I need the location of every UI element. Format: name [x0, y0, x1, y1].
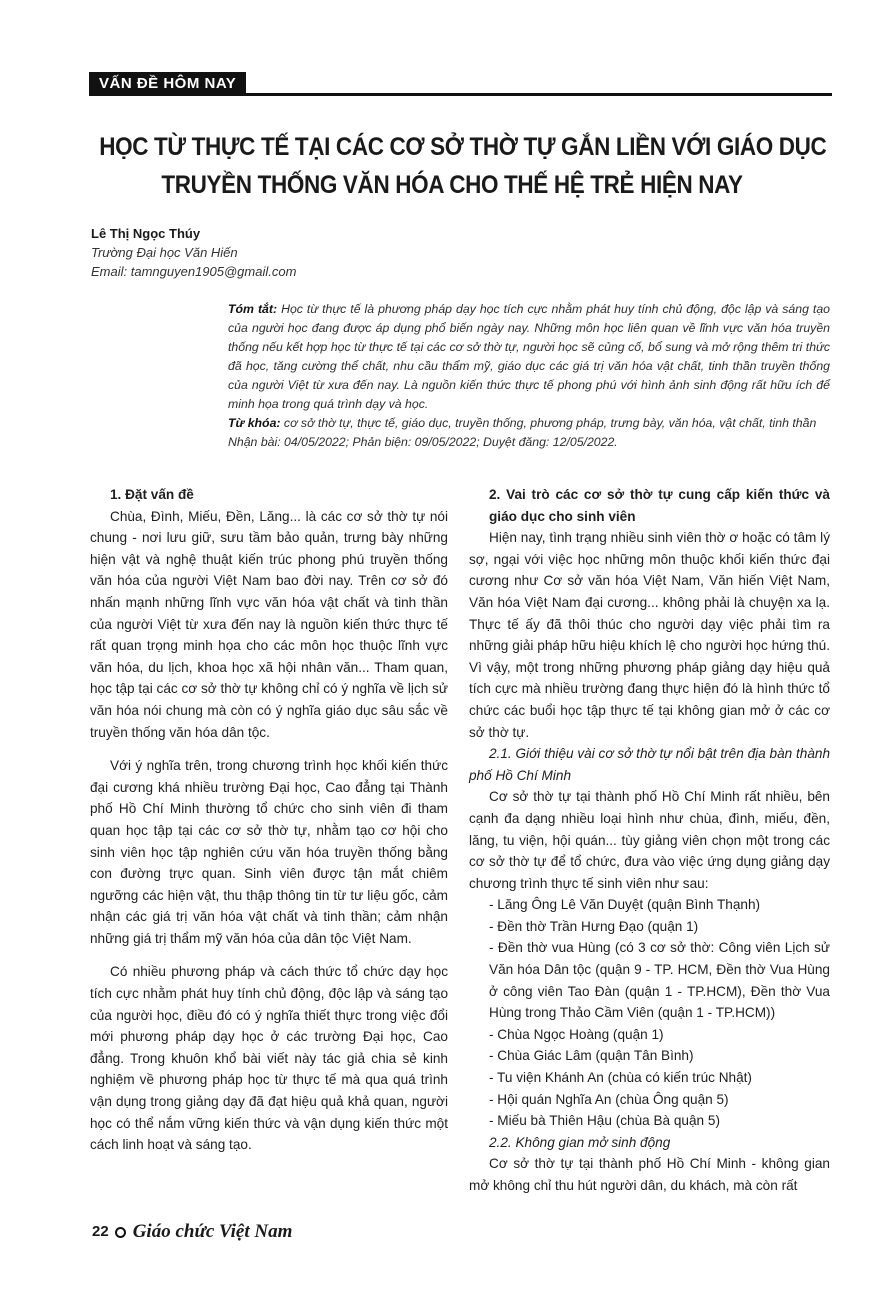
abstract-text: Học từ thực tế là phương pháp dạy học tích cực nhằm phát huy tính chủ động, độc lập và sáng tạo của người học đang được áp dụng phổ biến ngày nay. Những môn học liên quan về lĩnh vực văn hóa truyền thống nếu kết hợp học từ thực tế tại các cơ sở thờ tự, người học sẽ củng cố, bổ sung và mở rộng thêm tri thức đã học, tăng cường thể chất, nhu cầu thẩm mỹ, giáo dục các giá trị văn hóa vật chất, tinh thần truyền thống của người Việt từ xưa đến nay. Là nguồn kiến thức thực tế phong phú với hình ảnh sinh động rất hữu ích để minh họa trong quá trình dạy và học. [228, 302, 830, 411]
author-email: Email: tamnguyen1905@gmail.com [91, 264, 297, 279]
bullet-circle-icon [115, 1227, 126, 1238]
right-paragraph-2: Cơ sở thờ tự tại thành phố Hồ Chí Minh rất nhiều, bên cạnh đa dạng nhiều loại hình như chùa, đình, miếu, đền, lăng, tu viện, hội quán... tùy giảng viên chọn một trong các cơ sở thờ tự để tổ chức, đưa vào việc ứng dụng giảng dạy chương trình thực tế sinh viên như sau: [469, 789, 830, 891]
list-item: - Hội quán Nghĩa An (chùa Ông quận 5) [489, 1091, 729, 1107]
right-paragraph-1: Hiện nay, tình trạng nhiều sinh viên thờ ơ hoặc có tâm lý sợ, ngại với việc học những môn thuộc khối kiến thức đại cương như Cơ sở văn hóa Việt Nam, Văn hiến Việt Nam, Văn hóa Việt Nam đại cương... không phải là chuyện xa lạ. Thực tế ấy đã thôi thúc cho người dạy việc phải tìm ra những giải pháp hữu hiệu khích lệ cho người học hứng thú. Vì vậy, một trong những phương pháp giảng dạy hiệu quả tích cực mà nhiều trường đang thực hiện đó là hình thức tổ chức các buổi học tập thực tế tại không gian mở ở các cơ sở thờ tự. [469, 530, 830, 740]
keywords-label: Từ khóa: [228, 416, 281, 430]
abstract [228, 300, 830, 452]
list-item: - Miếu bà Thiên Hậu (chùa Bà quận 5) [489, 1113, 720, 1129]
left-paragraph-2: Với ý nghĩa trên, trong chương trình học khối kiến thức đại cương khá nhiều trường Đại học, Cao đẳng tại Thành phố Hồ Chí Minh thường tổ chức cho sinh viên đi tham quan học tập tại các cơ sở thờ tự, nhằm tạo cơ hội cho sinh viên học tập nghiên cứu văn hóa truyền thống bằng con đường trực quan. Sinh viên được tận mắt chiêm ngưỡng các hiện vật, thu thập thông tin từ tư liệu gốc, cảm nhận các giá trị văn hóa vật chất và tinh thần; cảm nhận những giá trị thẩm mỹ văn hóa của dân tộc Việt Nam. [90, 758, 448, 946]
list-item: - Tu viện Khánh An (chùa có kiến trúc Nhật) [489, 1070, 752, 1086]
subsection-2-2-heading: 2.2. Không gian mở sinh động [489, 1134, 671, 1150]
keywords-text: cơ sở thờ tự, thực tế, giáo dục, truyền thống, phương pháp, trưng bày, văn hóa, vật chất, tinh thần [280, 416, 817, 430]
page-number: 22 [92, 1223, 109, 1240]
page-footer [92, 1220, 292, 1244]
title-line-1: HỌC TỪ THỰC TẾ TẠI CÁC CƠ SỞ THỜ TỰ GẮN LIỀN VỚI GIÁO DỤC [99, 133, 827, 161]
list-item: - Đền thờ vua Hùng (có 3 cơ sở thờ: Công viên Lịch sử Văn hóa Dân tộc (quận 9 - TP. HCM, Đền thờ Vua Hùng ở công viên Tao Đàn (quận 1 - TP.HCM), Đền thờ Vua Hùng trong Thảo Cầm Viên (quận 1 - TP.HCM)) [489, 940, 830, 1021]
article-title [99, 128, 827, 204]
list-item: - Đền thờ Trần Hưng Đạo (quận 1) [489, 918, 699, 934]
left-column [90, 484, 448, 1156]
magazine-name: Giáo chức Việt Nam [132, 1221, 293, 1242]
right-column [469, 484, 830, 1197]
list-item: - Chùa Giác Lâm (quận Tân Bình) [489, 1048, 694, 1064]
abstract-paragraph [228, 300, 830, 414]
subsection-2-1-heading: 2.1. Giới thiệu vài cơ sở thờ tự nổi bật trên địa bàn thành phố Hồ Chí Minh [469, 746, 830, 783]
left-paragraph-3: Có nhiều phương pháp và cách thức tổ chức dạy học tích cực nhằm phát huy tính chủ động, độc lập và sáng tạo của người học, điều đó có ý nghĩa thiết thực trong việc đổi mới phương pháp dạy học ở các trường Đại học, Cao đẳng. Trong khuôn khổ bài viết này tác giả chia sẻ kinh nghiệm về phương pháp học từ thực tế mà qua quá trình vận dụng trong giảng dạy đã đạt hiệu quả khả quan, người học có thể nắm vững kiến thức và vận dụng kiến thức một cách linh hoạt và sáng tạo. [90, 964, 448, 1153]
submission-dates: Nhận bài: 04/05/2022; Phản biện: 09/05/2022; Duyệt đăng: 12/05/2022. [228, 435, 618, 449]
author-affiliation: Trường Đại học Văn Hiến [91, 245, 238, 260]
right-paragraph-3: Cơ sở thờ tự tại thành phố Hồ Chí Minh - không gian mở không chỉ thu hút người dân, du khách, mà còn rất [469, 1156, 830, 1193]
list-item: - Chùa Ngọc Hoàng (quận 1) [489, 1026, 664, 1042]
list-item: - Lăng Ông Lê Văn Duyệt (quận Bình Thạnh) [489, 897, 761, 913]
abstract-label: Tóm tắt: [228, 302, 278, 316]
section-divider [89, 93, 832, 96]
section-2-heading: 2. Vai trò các cơ sở thờ tự cung cấp kiến thức và giáo dục cho sinh viên [489, 487, 830, 524]
section-1-heading: 1. Đặt vấn đề [110, 487, 194, 502]
author-block [91, 224, 296, 281]
left-paragraph-1: Chùa, Đình, Miếu, Đền, Lăng... là các cơ sở thờ tự nói chung - nơi lưu giữ, sưu tầm bảo quản, trưng bày những hiện vật và nghệ thuật kiến trúc phong phú truyền thống văn hóa của người Việt Nam bao đời nay. Trên cơ sở đó nhấn mạnh những lĩnh vực văn hóa vật chất và tinh thần của người Việt từ xưa đến nay là nguồn kiến thức thực tế rất quan trọng minh họa cho các môn học thuộc lĩnh vực văn hóa, du lịch, khoa học xã hội nhân văn... Tham quan, học tập tại các cơ sở thờ tự không chỉ có ý nghĩa về lịch sử văn hóa nói chung mà còn có ý nghĩa giáo dục sâu sắc về truyền thống văn hóa dân tộc. [90, 508, 448, 740]
section-tag: VẤN ĐỀ HÔM NAY [89, 72, 246, 96]
keywords-paragraph [228, 414, 830, 433]
title-line-2: TRUYỀN THỐNG VĂN HÓA CHO THẾ HỆ TRẺ HIỆN NAY [161, 171, 743, 199]
author-name: Lê Thị Ngọc Thúy [91, 226, 201, 241]
